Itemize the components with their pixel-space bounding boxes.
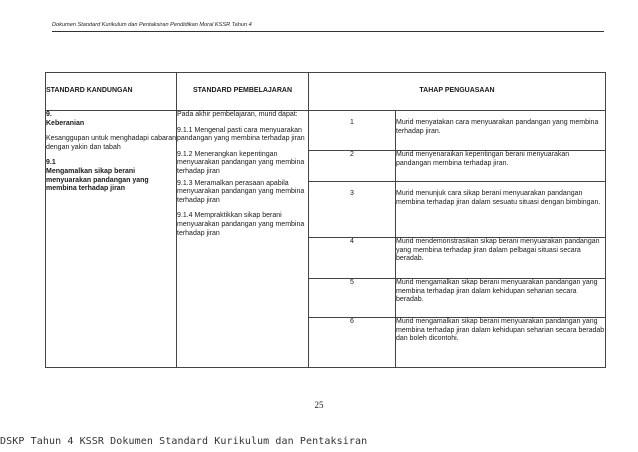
standards-table (45, 72, 606, 368)
tahap-level: 4 (309, 238, 396, 279)
kandungan-sub-title: Mengamalkan sikap berani menyuarakan pandangan yang membina terhadap jiran (46, 167, 149, 193)
tahap-description: Murid mendemonstrasikan sikap berani menyuarakan pandangan yang membina terhadap jiran dalam pelbagai situasi secara beradab. (396, 238, 606, 279)
table-row (46, 111, 606, 151)
pembelajaran-item: 9.1.2 Menerangkan kepentingan menyuarakan pandangan yang membina terhadap jiran (177, 150, 305, 175)
pembelajaran-item: 9.1.4 Mempraktikkan sikap berani menyuarakan pandangan yang membina terhadap jiran (177, 212, 305, 237)
pembelajaran-item: 9.1.3 Meramalkan perasaan apabila menyuarakan pandangan yang membina terhadap jiran (177, 179, 305, 204)
tahap-description: Murid menyenaraikan kepentingan berani menyuarakan pandangan membina terhadap jiran. (396, 151, 606, 182)
header-tahap-penguasaan: TAHAP PENGUASAAN (309, 73, 606, 111)
table-header-row (46, 73, 606, 111)
kandungan-number: 9. (46, 111, 52, 118)
standard-pembelajaran-cell (177, 111, 309, 368)
footer-caption: DSKP Tahun 4 KSSR Dokumen Standard Kurikulum dan Pentaksiran (0, 436, 368, 447)
document-header: Dokumen Standard Kurikulum dan Pentaksiran Pendidikan Moral KSSR Tahun 4 (52, 22, 604, 32)
pembelajaran-item: 9.1.1 Mengenal pasti cara menyuarakan pandangan yang membina terhadap jiran (177, 126, 305, 143)
tahap-level: 1 (309, 111, 396, 151)
tahap-description: Murid menunjuk cara sikap berani menyuarakan pandangan membina terhadap jiran dalam sesuatu situasi dengan bimbingan. (396, 182, 606, 238)
header-standard-pembelajaran: STANDARD PEMBELAJARAN (177, 73, 309, 111)
tahap-description: Murid mengamalkan sikap berani menyuarakan pandangan yang membina terhadap jiran dalam kehidupan seharian secara beradab dan boleh dicontohi. (396, 318, 606, 368)
tahap-level: 2 (309, 151, 396, 182)
tahap-level: 5 (309, 279, 396, 318)
standard-kandungan-cell (46, 111, 177, 368)
tahap-description: Murid mengamalkan sikap berani menyuarakan pandangan yang membina terhadap jiran dalam kehidupan seharian secara beradab. (396, 279, 606, 318)
kandungan-title: Keberanian (46, 119, 85, 127)
tahap-level: 6 (309, 318, 396, 368)
tahap-level: 3 (309, 182, 396, 238)
page-number: 25 (314, 400, 324, 410)
header-standard-kandungan: STANDARD KANDUNGAN (46, 73, 177, 111)
pembelajaran-intro: Pada akhir pembelajaran, murid dapat: (177, 111, 298, 118)
kandungan-description: Kesanggupan untuk menghadapi cabaran dengan yakin dan tabah (46, 135, 176, 151)
kandungan-sub-number: 9.1 (46, 159, 56, 167)
tahap-description: Murid menyatakan cara menyuarakan pandangan yang membina terhadap jiran. (396, 111, 606, 151)
